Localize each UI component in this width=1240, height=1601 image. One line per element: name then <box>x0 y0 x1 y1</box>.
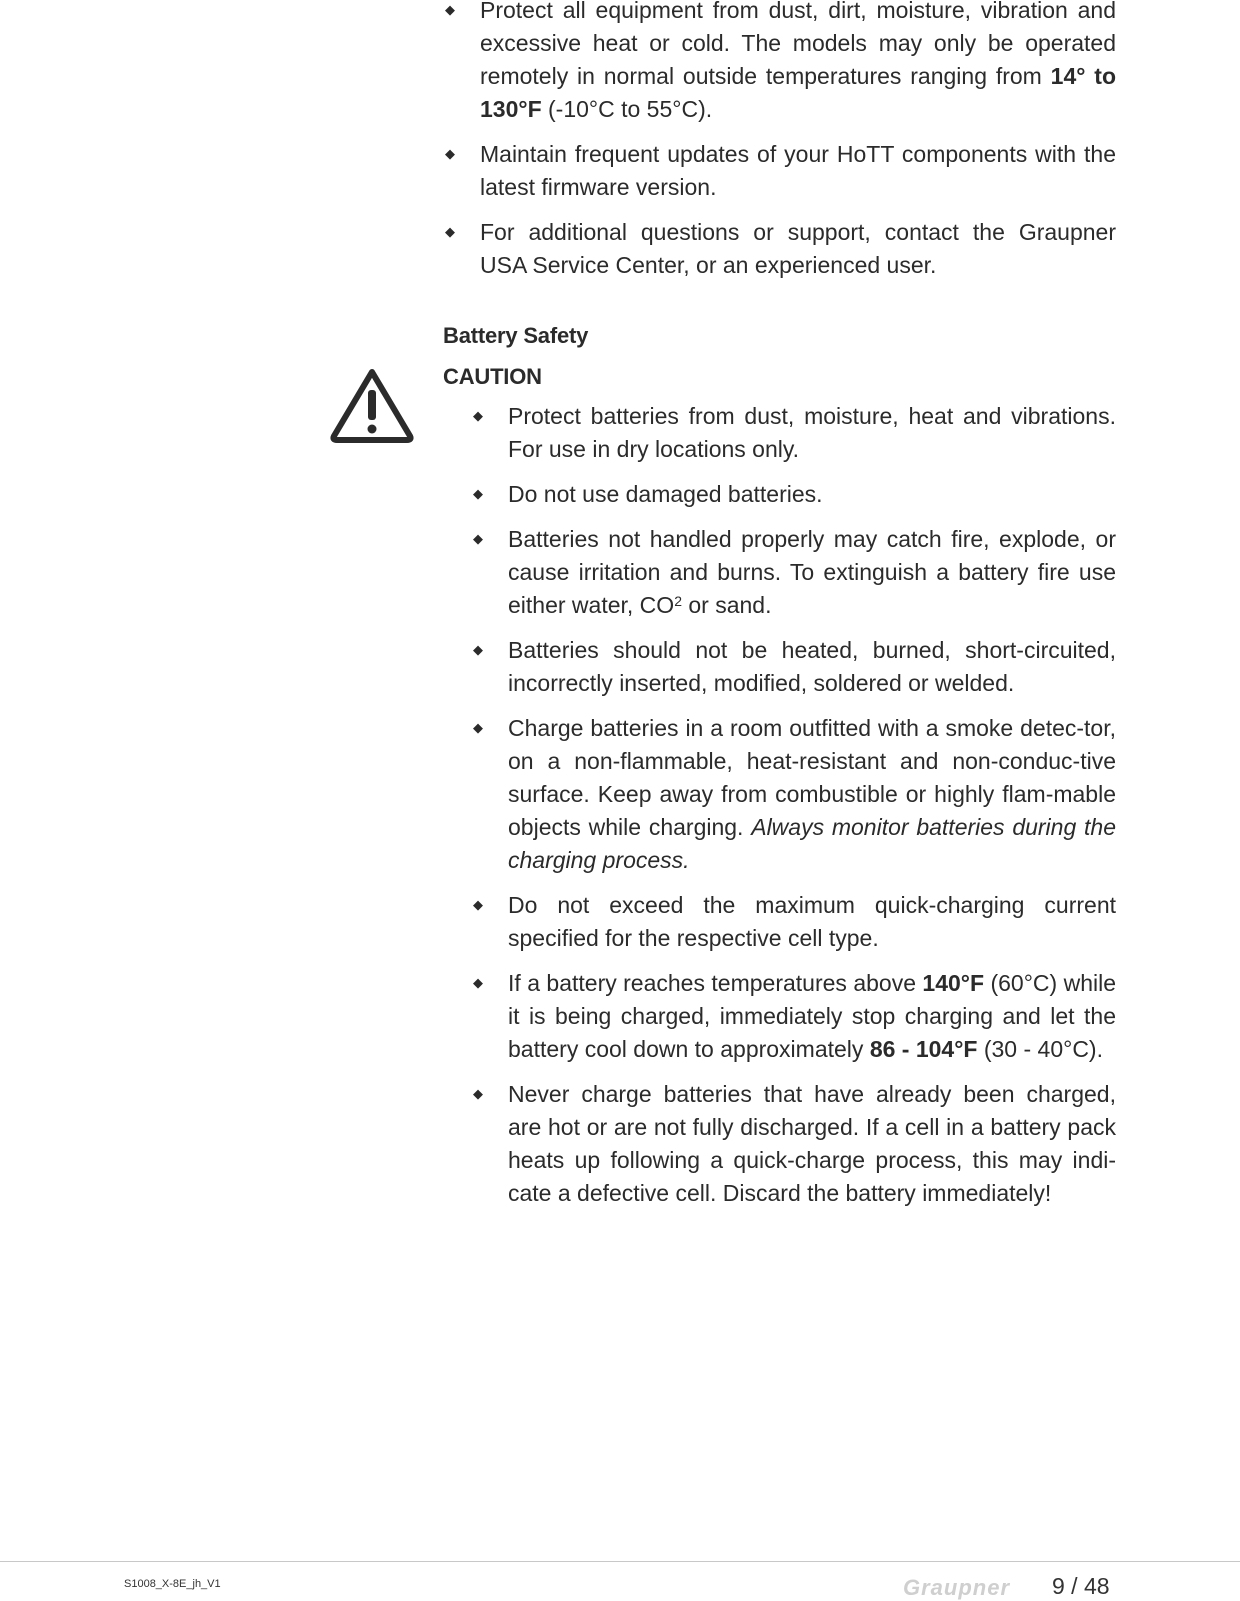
list-item: ◆ Do not exceed the maximum quick-charging current specified for the respective cell type. <box>471 889 1116 955</box>
page-number: 9 / 48 <box>1052 1573 1110 1599</box>
footer-divider <box>0 1561 1240 1562</box>
document-code: S1008_X-8E_jh_V1 <box>124 1578 221 1590</box>
caution-bullet-list <box>471 400 1116 1222</box>
list-item: ◆ Batteries should not be heated, burned, short-circuited, incorrectly inserted, modified, soldered or welded. <box>471 634 1116 700</box>
list-item: ◆ Charge batteries in a room outfitted with a smoke detec-tor, on a non-flammable, heat-resistant and non-conduc-tive surface. Keep away from combustible or highly flam-mable objects while charging. Always monitor batteries during the charging process. <box>471 712 1116 877</box>
list-item: ◆ Protect all equipment from dust, dirt, moisture, vibration and excessive heat or cold. The models may only be operated remotely in normal outside temperatures ranging from 14° to 130°F (-10°C to 55°C). <box>443 0 1116 126</box>
list-item: ◆ Batteries not handled properly may catch fire, explode, or cause irritation and burns. To extinguish a battery fire use either water, $CO^2$ or sand. <box>471 523 1116 622</box>
list-item: ◆ Protect batteries from dust, moisture, heat and vibrations. For use in dry locations only. <box>471 400 1116 466</box>
list-item: ◆ Never charge batteries that have already been charged, are hot or are not fully discharged. If a cell in a battery pack heats up following a quick-charge process, this may indi-cate a defective cell. Discard the battery immediately! <box>471 1078 1116 1210</box>
caution-label: CAUTION <box>443 364 542 389</box>
general-bullet-list <box>443 0 1116 294</box>
list-item: ◆ Do not use damaged batteries. <box>471 478 1116 511</box>
warning-triangle-icon <box>329 366 415 444</box>
brand-logo: Graupner <box>903 1575 1011 1600</box>
section-title: Battery Safety <box>443 323 589 348</box>
list-item: ◆ Maintain frequent updates of your HoTT components with the latest firmware version. <box>443 138 1116 204</box>
list-item: ◆ For additional questions or support, contact the Graupner USA Service Center, or an experienced user. <box>443 216 1116 282</box>
list-item: ◆ If a battery reaches temperatures above 140°F (60°C) while it is being charged, immediately stop charging and let the battery cool down to approximately 86 - 104°F (30 - 40°C). <box>471 967 1116 1066</box>
